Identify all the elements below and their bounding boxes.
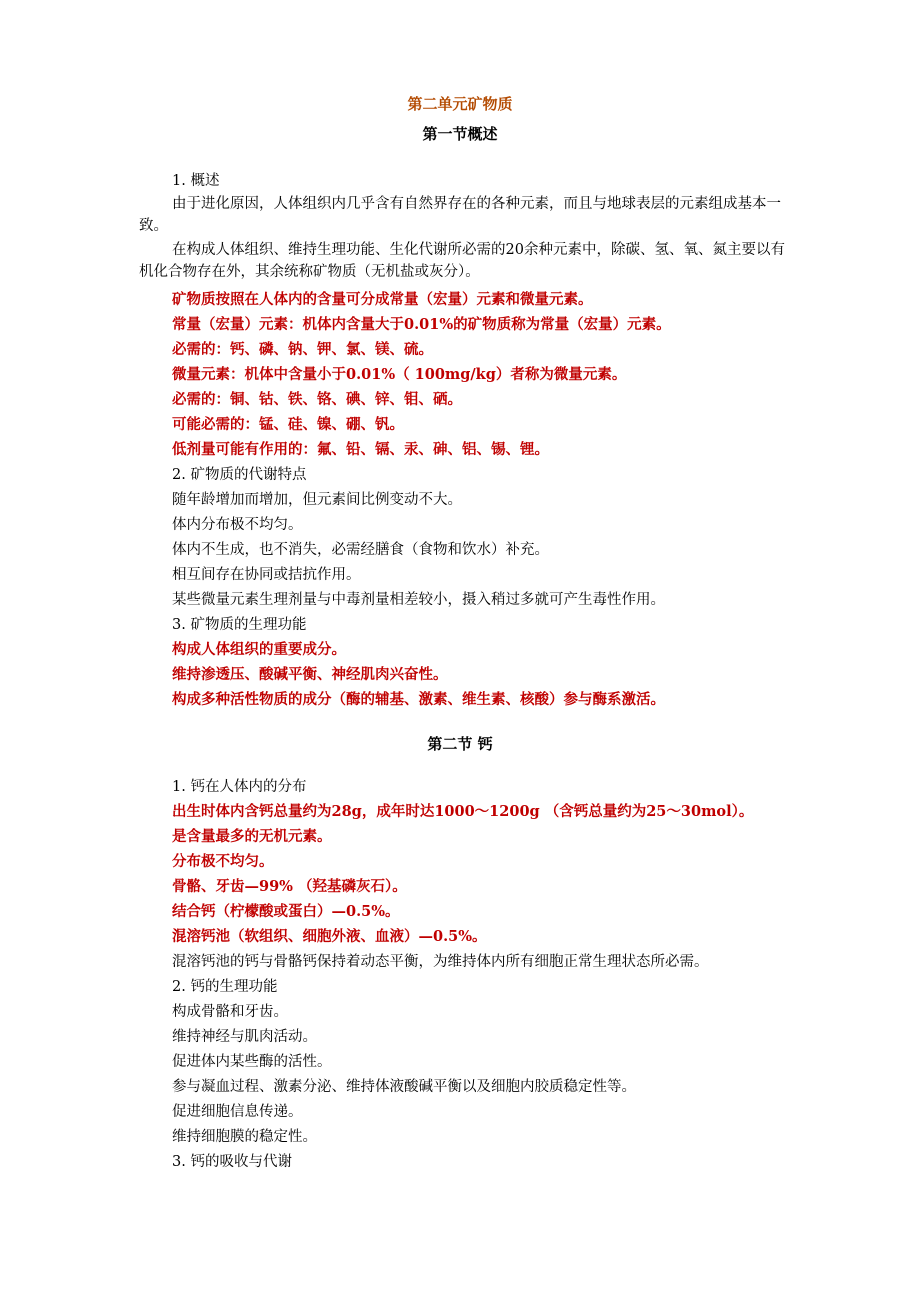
s1-paragraph-2-text: 在构成人体组织、维持生理功能、生化代谢所必需的20余种元素中，除碳、氢、氧、氮主要以有机化合物存在外，其余统称矿物质（无机盐或灰分）。 — [139, 242, 785, 280]
s2-heading-1: 1. 钙在人体内的分布 — [172, 779, 307, 795]
s1-paragraph-1 — [139, 193, 799, 237]
s2-function-2: 维持神经与肌肉活动。 — [172, 1029, 317, 1045]
section-1-title: 第一节概述 — [422, 125, 498, 143]
s1-metabolism-3: 体内不生成，也不消失，必需经膳食（食物和饮水）补充。 — [172, 542, 549, 558]
s2-distribution-7: 混溶钙池的钙与骨骼钙保持着动态平衡，为维持体内所有细胞正常生理状态所必需。 — [172, 954, 709, 970]
s1-function-1: 构成人体组织的重要成分。 — [172, 641, 346, 658]
s2-distribution-1: 出生时体内含钙总量约为28g，成年时达1000～1200g （含钙总量约为25～30mol）。 — [172, 803, 754, 820]
s1-highlight-4: 微量元素：机体中含量小于0.01%（ 100mg/kg）者称为微量元素。 — [172, 366, 627, 383]
s1-highlight-3: 必需的：钙、磷、钠、钾、氯、镁、硫。 — [172, 341, 433, 358]
s2-function-6: 维持细胞膜的稳定性。 — [172, 1129, 317, 1145]
section-2-title: 第二节 钙 — [427, 735, 493, 753]
s1-heading-2: 2. 矿物质的代谢特点 — [172, 467, 307, 483]
s1-heading-1: 1. 概述 — [172, 173, 220, 189]
s1-highlight-2: 常量（宏量）元素：机体内含量大于0.01%的矿物质称为常量（宏量）元素。 — [172, 316, 671, 333]
s1-metabolism-1: 随年龄增加而增加，但元素间比例变动不大。 — [172, 492, 462, 508]
s1-metabolism-2: 体内分布极不均匀。 — [172, 517, 303, 533]
unit-title: 第二单元矿物质 — [407, 95, 513, 113]
s2-distribution-6: 混溶钙池（软组织、细胞外液、血液）—0.5%。 — [172, 928, 487, 945]
s2-heading-3: 3. 钙的吸收与代谢 — [172, 1154, 292, 1170]
s1-heading-3: 3. 矿物质的生理功能 — [172, 617, 307, 633]
s2-function-1: 构成骨骼和牙齿。 — [172, 1004, 288, 1020]
s2-heading-2: 2. 钙的生理功能 — [172, 979, 278, 995]
s1-highlight-5: 必需的：铜、钴、铁、铬、碘、锌、钼、硒。 — [172, 391, 462, 408]
s1-highlight-7: 低剂量可能有作用的：氟、铅、镉、汞、砷、铝、锡、锂。 — [172, 441, 549, 458]
s1-function-3: 构成多种活性物质的成分（酶的辅基、激素、维生素、核酸）参与酶系激活。 — [172, 691, 665, 708]
s1-metabolism-4: 相互间存在协同或拮抗作用。 — [172, 567, 361, 583]
s2-function-3: 促进体内某些酶的活性。 — [172, 1054, 332, 1070]
s2-function-4: 参与凝血过程、激素分泌、维持体液酸碱平衡以及细胞内胶质稳定性等。 — [172, 1079, 636, 1095]
s1-highlight-1: 矿物质按照在人体内的含量可分成常量（宏量）元素和微量元素。 — [172, 291, 593, 308]
s1-paragraph-1-text: 由于进化原因，人体组织内几乎含有自然界存在的各种元素，而且与地球表层的元素组成基本一致。 — [139, 196, 781, 234]
s2-distribution-4: 骨骼、牙齿—99% （羟基磷灰石）。 — [172, 878, 407, 895]
s1-metabolism-5: 某些微量元素生理剂量与中毒剂量相差较小，摄入稍过多就可产生毒性作用。 — [172, 592, 665, 608]
s1-paragraph-2 — [139, 239, 799, 283]
s1-function-2: 维持渗透压、酸碱平衡、神经肌肉兴奋性。 — [172, 666, 448, 683]
s2-function-5: 促进细胞信息传递。 — [172, 1104, 303, 1120]
s2-distribution-3: 分布极不均匀。 — [172, 853, 274, 870]
s2-distribution-5: 结合钙（柠檬酸或蛋白）—0.5%。 — [172, 903, 400, 920]
s1-highlight-6: 可能必需的：锰、硅、镍、硼、钒。 — [172, 416, 404, 433]
s2-distribution-2: 是含量最多的无机元素。 — [172, 828, 332, 845]
